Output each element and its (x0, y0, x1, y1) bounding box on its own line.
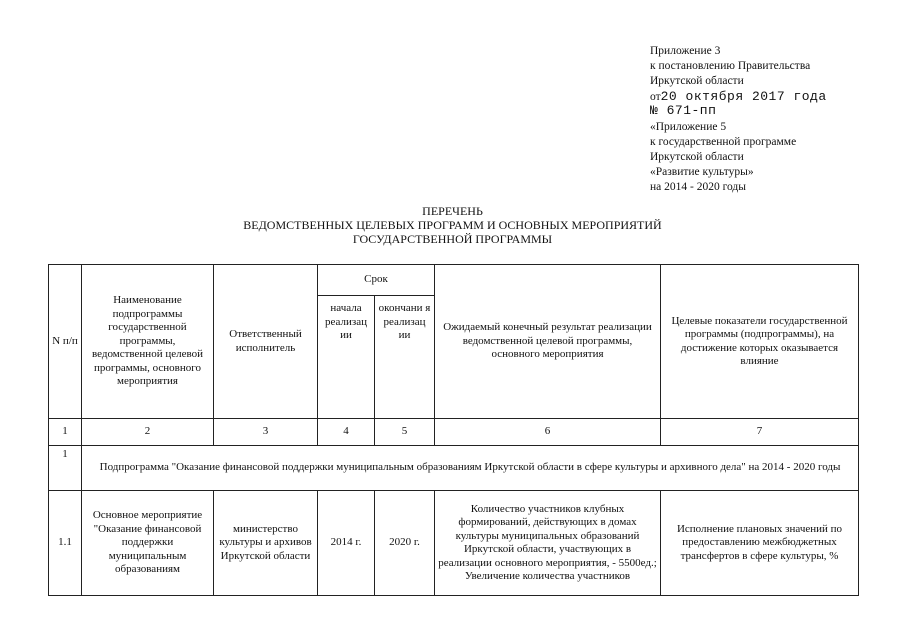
row-indicators: Исполнение плановых значений по предоставлению межбюджетных трансфертов в сфере культуры, % (661, 491, 859, 596)
annex-date: 20 октября 2017 года (660, 89, 827, 104)
annex2-line: к государственной программе (650, 136, 797, 148)
annex-line: к постановлению Правительства (650, 60, 811, 72)
row-name-text: Основное мероприятие "Оказание финансовой поддержки муниципальным образованиям (92, 509, 203, 576)
header-end: окончани я реализац ии (375, 296, 435, 419)
col-number: 7 (661, 419, 859, 446)
document-title (0, 204, 905, 246)
header-start: начала реализац ии (318, 296, 375, 419)
annex-block (650, 44, 827, 118)
annex-line: Иркутской области (650, 75, 744, 87)
table-row (49, 491, 859, 596)
annex2-block (650, 120, 796, 195)
col-number: 3 (214, 419, 318, 446)
row-end: 2020 г. (375, 491, 435, 596)
header-responsible: Ответственный исполнитель (214, 265, 318, 419)
title-line: ПЕРЕЧЕНЬ (422, 204, 483, 218)
header-indicators: Целевые показатели государственной программы (подпрограммы), на достижение которых оказывается влияние (661, 265, 859, 419)
annex2-line: «Приложение 5 (650, 121, 727, 133)
row-responsible: министерство культуры и архивов Иркутской области (214, 491, 318, 596)
subprogram-text: Подпрограмма "Оказание финансовой поддержки муниципальным образованиям Иркутской области в сфере культуры и архивного дела" на 2014 - 2020 годы (82, 446, 859, 491)
header-row (49, 265, 859, 296)
col-number: 1 (49, 419, 82, 446)
row-result-text: Количество участников клубных формирований, действующих в домах культуры муниципальных образований Иркутской области, участвующих в реализации основного мероприятия, - 5500ед.; Увеличение количества участников (438, 502, 657, 582)
title-line: ГОСУДАРСТВЕННОЙ ПРОГРАММЫ (352, 232, 553, 246)
col-number: 4 (318, 419, 375, 446)
annex-line: Приложение 3 (650, 45, 721, 57)
row-start: 2014 г. (318, 491, 375, 596)
title-line: ВЕДОМСТВЕННЫХ ЦЕЛЕВЫХ ПРОГРАММ И ОСНОВНЫХ МЕРОПРИЯТИЙ (243, 218, 662, 232)
annex-date-prefix: от (650, 91, 661, 103)
column-number-row (49, 419, 859, 446)
header-term: Срок (318, 265, 435, 296)
header-num: N п/п (49, 265, 82, 419)
header-name: Наименование подпрограммы государственной программы, ведомственной целевой программы, основного мероприятия (82, 265, 214, 419)
annex2-line: «Развитие культуры» (650, 166, 754, 178)
col-number: 2 (82, 419, 214, 446)
header-result: Ожидаемый конечный результат реализации ведомственной целевой программы, основного мероприятия (435, 265, 661, 419)
annex2-line: Иркутской области (650, 151, 744, 163)
annex-number: № 671-пп (650, 103, 717, 118)
annex2-line: на 2014 - 2020 годы (650, 181, 747, 193)
col-number: 5 (375, 419, 435, 446)
col-number: 6 (435, 419, 661, 446)
row-num: 1.1 (49, 491, 82, 596)
subprogram-row (49, 446, 859, 491)
row-name (82, 491, 214, 596)
row-result (435, 491, 661, 596)
programs-table (48, 264, 859, 596)
subprogram-num: 1 (49, 446, 82, 491)
